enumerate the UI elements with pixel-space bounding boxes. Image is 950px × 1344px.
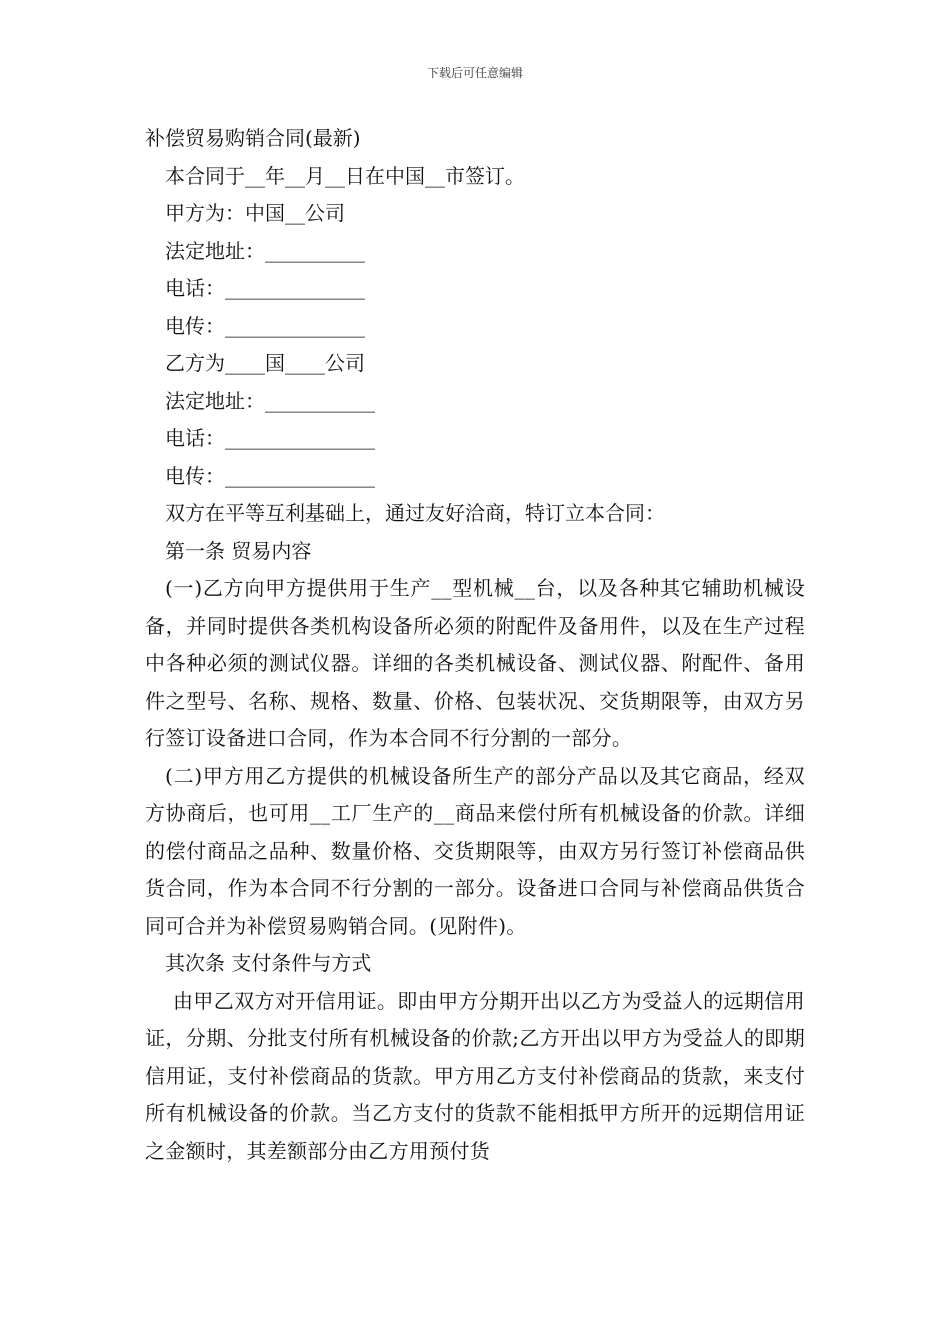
document-title: 补偿贸易购销合同(最新) [145,126,361,150]
party-b-telex: 电传：_______________ [165,463,375,488]
article-2-title: 其次条 支付条件与方式 [165,951,372,975]
party-b-address: 法定地址：___________ [165,388,375,413]
contract-body [145,120,805,1170]
party-a-telex: 电传：______________ [165,313,365,338]
article-2-paragraph: 由甲乙双方对开信用证。即由甲方分期开出以乙方为受益人的远期信用证，分期、分批支付所有机械设备的价款;乙方开出以甲方为受益人的即期信用证，支付补偿商品的货款。甲方用乙方支付补偿商品的货款，来支付所有机械设备的价款。当乙方支付的货款不能相抵甲方所开的远期信用证之金额时，其差额部分由乙方用预付货 [145,988,805,1163]
party-a-line: 甲方为：中国__公司 [165,201,345,225]
party-a-phone: 电话：______________ [165,276,365,300]
page-header-note: 下载后可任意编辑 [426,66,523,80]
article-1-paragraph-1: (一)乙方向甲方提供用于生产__型机械__台，以及各种其它辅助机械设备，并同时提供各类机构设备所必须的附配件及备用件，以及在生产过程中各种必须的测试仪器。详细的各类机械设备、测试仪器、附配件、备用件之型号、名称、规格、数量、价格、包装状况、交货期限等，由双方另行签订设备进口合同，作为本合同不行分割的一部分。 [145,576,805,750]
party-b-phone: 电话：_______________ [165,426,375,450]
article-1-title: 第一条 贸易内容 [165,538,312,563]
party-b-line: 乙方为____国____公司 [165,351,365,375]
party-a-address: 法定地址：__________ [165,238,365,263]
contract-date-line: 本合同于__年__月__日在中国__市签订。 [165,163,525,188]
preamble-line: 双方在平等互利基础上，通过友好洽商，特订立本合同： [165,501,665,525]
article-1-paragraph-2: (二)甲方用乙方提供的机械设备所生产的部分产品以及其它商品，经双方协商后，也可用__工厂生产的__商品来偿付所有机械设备的价款。详细的偿付商品之品种、数量价格、交货期限等，由双方另行签订补偿商品供货合同，作为本合同不行分割的一部分。设备进口合同与补偿商品供货合同可合并为补偿贸易购销合同。(见附件)。 [145,763,805,938]
